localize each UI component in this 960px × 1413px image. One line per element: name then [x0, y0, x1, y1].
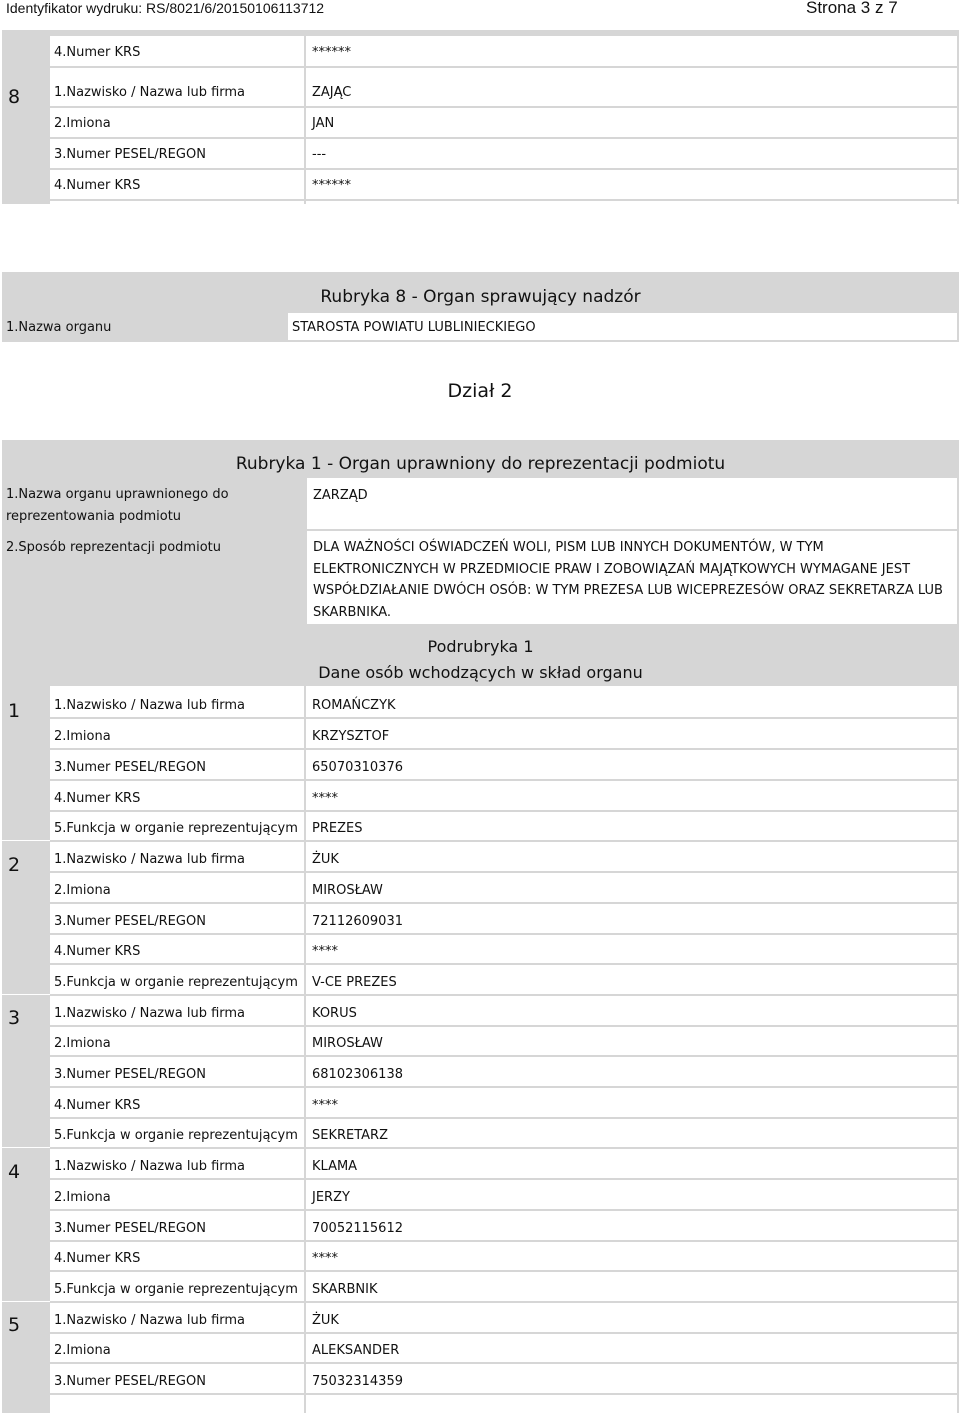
- person-name-label: 1.Nazwisko / Nazwa lub firma: [54, 1006, 246, 1021]
- person-first-label: 2.Imiona: [54, 1190, 111, 1205]
- person-func-value: SKARBNIK: [312, 1282, 378, 1297]
- person-krs-label: 4.Numer KRS: [54, 944, 141, 959]
- section-title: Dział 2: [447, 380, 513, 402]
- person-first-value: KRZYSZTOF: [312, 729, 390, 744]
- table-row-separator: [50, 1270, 957, 1272]
- person-number: 3: [8, 1007, 21, 1029]
- person-krs-value: ****: [312, 791, 338, 806]
- person-krs-value: ****: [312, 1098, 338, 1113]
- person-pesel-label: 3.Numer PESEL/REGON: [54, 1067, 206, 1082]
- table-row-separator: [50, 1209, 957, 1211]
- prev-krs-value: ******: [312, 45, 351, 60]
- table-row-separator: [50, 994, 957, 996]
- field-value-krs: ******: [312, 178, 351, 193]
- persons-number-column: [2, 686, 50, 1413]
- person-krs-value: ****: [312, 944, 338, 959]
- person-func-value: SEKRETARZ: [312, 1128, 389, 1143]
- person-first-label: 2.Imiona: [54, 1343, 111, 1358]
- person-first-value: ALEKSANDER: [312, 1343, 400, 1358]
- table-row-separator: [50, 1178, 957, 1180]
- field-label-krs: 4.Numer KRS: [54, 178, 141, 193]
- person-name-label: 1.Nazwisko / Nazwa lub firma: [54, 1159, 246, 1174]
- person-name-value: ŻUK: [312, 1313, 339, 1328]
- person-name-value: KORUS: [312, 1006, 357, 1021]
- person-pesel-label: 3.Numer PESEL/REGON: [54, 1374, 206, 1389]
- prev-krs-label: 4.Numer KRS: [54, 45, 141, 60]
- table-row-separator: [50, 1301, 957, 1303]
- field-value-first: JAN: [312, 116, 335, 131]
- person-krs-label: 4.Numer KRS: [54, 1251, 141, 1266]
- field-label-first: 2.Imiona: [54, 116, 111, 131]
- table-row-separator: [50, 717, 957, 719]
- table-row-separator: [50, 963, 957, 965]
- podrubryka-title: Podrubryka 1: [427, 637, 534, 656]
- table-row-separator: [50, 1332, 957, 1334]
- person-func-label: 5.Funkcja w organie reprezentującym: [54, 1282, 298, 1297]
- person-separator: [2, 994, 50, 995]
- person-func-label: 5.Funkcja w organie reprezentującym: [54, 821, 298, 836]
- rubryka8-label: 1.Nazwa organu: [6, 320, 112, 335]
- table-row-separator: [50, 1086, 957, 1088]
- sposob-label: 2.Sposób reprezentacji podmiotu: [6, 540, 221, 555]
- person-pesel-value: 68102306138: [312, 1067, 403, 1082]
- organ-label-line1: 1.Nazwa organu uprawnionego do: [6, 487, 229, 502]
- entry-number: 8: [8, 86, 21, 108]
- table-row-separator: [50, 871, 957, 873]
- table-row-separator: [50, 779, 957, 781]
- table-row-separator: [50, 1393, 957, 1395]
- person-func-value: PREZES: [312, 821, 363, 836]
- person-func-label: 5.Funkcja w organie reprezentującym: [54, 975, 298, 990]
- sposob-line: SKARBNIKA.: [313, 604, 392, 620]
- person-pesel-value: 72112609031: [312, 914, 403, 929]
- person-name-label: 1.Nazwisko / Nazwa lub firma: [54, 698, 246, 713]
- top-block-inner: [50, 36, 957, 204]
- person-pesel-value: 75032314359: [312, 1374, 403, 1389]
- table-row-separator: [50, 933, 957, 935]
- person-number: 4: [8, 1161, 21, 1183]
- person-number: 2: [8, 854, 21, 876]
- person-first-value: MIROSŁAW: [312, 883, 383, 898]
- table-row-separator: [50, 1117, 957, 1119]
- person-krs-label: 4.Numer KRS: [54, 791, 141, 806]
- rubryka8-title: Rubryka 8 - Organ sprawujący nadzór: [320, 287, 641, 307]
- person-pesel-label: 3.Numer PESEL/REGON: [54, 1221, 206, 1236]
- person-name-label: 1.Nazwisko / Nazwa lub firma: [54, 852, 246, 867]
- field-label-pesel: 3.Numer PESEL/REGON: [54, 147, 206, 162]
- person-name-value: ROMAŃCZYK: [312, 698, 396, 713]
- table-row-separator: [50, 902, 957, 904]
- table-row-separator: [50, 1240, 957, 1242]
- podrubryka-subtitle: Dane osób wchodzących w skład organu: [318, 663, 643, 682]
- person-number: 1: [8, 700, 21, 722]
- person-separator: [2, 1301, 50, 1302]
- person-pesel-value: 70052115612: [312, 1221, 403, 1236]
- person-first-label: 2.Imiona: [54, 1036, 111, 1051]
- rubryka8-value: STAROSTA POWIATU LUBLINIECKIEGO: [292, 320, 536, 335]
- person-separator: [2, 1147, 50, 1148]
- table-row-separator: [50, 1025, 957, 1027]
- table-row-separator: [50, 1362, 957, 1364]
- sposob-text: [313, 537, 953, 623]
- table-row-separator: [50, 810, 957, 812]
- person-first-value: MIROSŁAW: [312, 1036, 383, 1051]
- table-row-separator: [50, 1055, 957, 1057]
- field-value-pesel: ---: [312, 147, 327, 162]
- person-name-value: ŻUK: [312, 852, 339, 867]
- page-number: Strona 3 z 7: [806, 0, 898, 17]
- person-pesel-label: 3.Numer PESEL/REGON: [54, 914, 206, 929]
- field-label-name: 1.Nazwisko / Nazwa lub firma: [54, 85, 246, 100]
- table-row-separator: [50, 840, 957, 842]
- person-pesel-value: 65070310376: [312, 760, 403, 775]
- person-func-value: V-CE PREZES: [312, 975, 397, 990]
- table-row-separator: [50, 1147, 957, 1149]
- person-name-value: KLAMA: [312, 1159, 358, 1174]
- person-func-label: 5.Funkcja w organie reprezentującym: [54, 1128, 298, 1143]
- organ-label-line2: reprezentowania podmiotu: [6, 509, 182, 524]
- person-first-label: 2.Imiona: [54, 883, 111, 898]
- person-pesel-label: 3.Numer PESEL/REGON: [54, 760, 206, 775]
- person-separator: [2, 840, 50, 841]
- sposob-line: WSPÓŁDZIAŁANIE DWÓCH OSÓB: W TYM PREZESA LUB WICEPREZESÓW ORAZ SEKRETARZA LUB: [313, 583, 943, 598]
- person-krs-label: 4.Numer KRS: [54, 1098, 141, 1113]
- field-value-name: ZAJĄC: [312, 85, 352, 100]
- person-name-label: 1.Nazwisko / Nazwa lub firma: [54, 1313, 246, 1328]
- sposob-line: ELEKTRONICZNYCH W PRZEDMIOCIE PRAW I ZOBOWIĄZAŃ MAJĄTKOWYCH WYMAGANE JEST: [313, 561, 911, 577]
- sposob-line: DLA WAŻNOŚCI OŚWIADCZEŃ WOLI, PISM LUB INNYCH DOKUMENTÓW, W TYM: [313, 540, 824, 555]
- person-number: 5: [8, 1314, 21, 1336]
- organ-value: ZARZĄD: [313, 488, 368, 503]
- print-identifier: Identyfikator wydruku: RS/8021/6/20150106113712: [6, 0, 325, 16]
- person-first-value: JERZY: [312, 1190, 350, 1205]
- rubryka1-title: Rubryka 1 - Organ uprawniony do reprezentacji podmiotu: [235, 454, 726, 474]
- person-first-label: 2.Imiona: [54, 729, 111, 744]
- table-row-separator: [50, 748, 957, 750]
- person-krs-value: ****: [312, 1251, 338, 1266]
